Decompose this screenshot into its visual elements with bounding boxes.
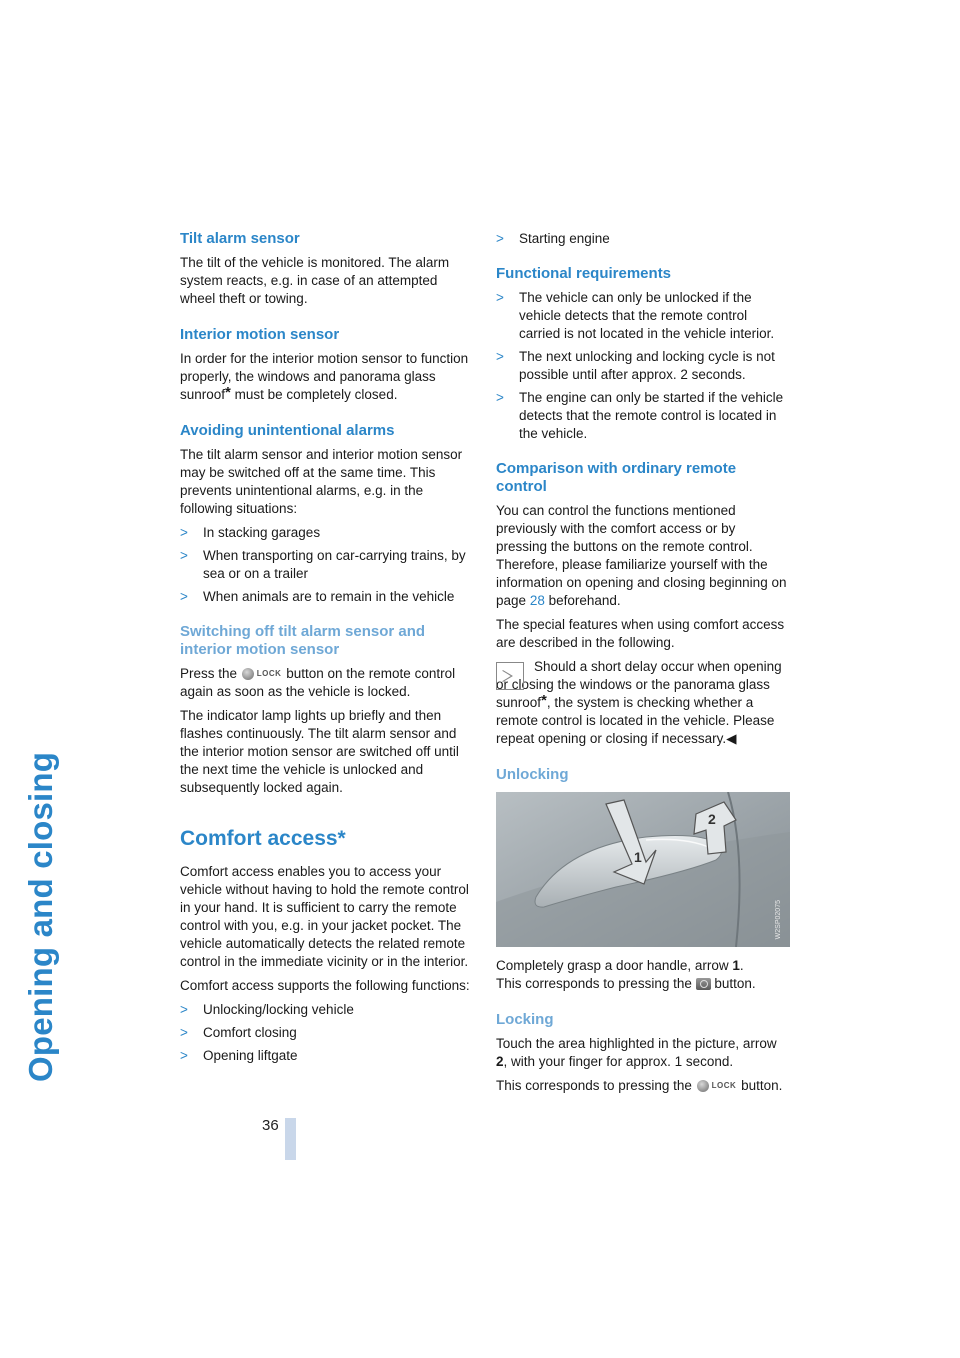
bullet-arrow-icon: > xyxy=(180,525,188,540)
bullet-arrow-icon: > xyxy=(180,1025,188,1041)
interior-text: In order for the interior motion sensor to function properly, the windows and panorama glass sunroof* must be completely closed. xyxy=(180,351,469,402)
note-text: Should a short delay occur when opening or closing the windows or the panorama glass sunroof*, the system is checking whether a remote control is located in the vehicle. Please repeat opening or closing if necessary.◀ xyxy=(496,659,782,746)
unlock-button-icon xyxy=(696,978,711,990)
lock-button-icon: LOCK xyxy=(697,1077,737,1095)
list-item: > The engine can only be started if the vehicle detects that the remote control is located in the vehicle. xyxy=(496,390,784,441)
chapter-title-text: Opening and closing xyxy=(22,751,59,1082)
comfort-list xyxy=(180,1001,472,1065)
optional-star-icon: * xyxy=(225,384,231,401)
list-item: > The vehicle can only be unlocked if the vehicle detects that the remote control carried is not located in the vehicle interior. xyxy=(496,290,775,341)
bullet-arrow-icon: > xyxy=(496,290,504,305)
comparison-text-2: The special features when using comfort access are described in the following. xyxy=(496,617,785,650)
list-item: > When animals are to remain in the vehicle xyxy=(180,589,455,604)
note-box xyxy=(496,658,788,748)
list-item: > In stacking garages xyxy=(180,525,321,540)
locking-text-1: Touch the area highlighted in the picture, arrow 2, with your finger for approx. 1 second. xyxy=(496,1036,777,1069)
chapter-side-title xyxy=(22,232,62,1082)
figure-code: W2SP02075 xyxy=(775,899,782,939)
list-item: > The next unlocking and locking cycle is not possible until after approx. 2 seconds. xyxy=(496,349,775,382)
unlocking-text: Completely grasp a door handle, arrow 1. xyxy=(496,958,744,973)
avoid-text: The tilt alarm sensor and interior motion sensor may be switched off at the same time. This prevents unintentional alarms, e.g. in the following situations: xyxy=(180,447,463,516)
comfort-text-2: Comfort access supports the following functions: xyxy=(180,978,470,994)
page-link[interactable]: 28 xyxy=(529,593,545,608)
heading-tilt-alarm: Tilt alarm sensor xyxy=(180,230,300,247)
figure-arrow-1-label: 1 xyxy=(634,849,642,865)
list-item: > Unlocking/locking vehicle xyxy=(180,1002,354,1018)
heading-unlocking: Unlocking xyxy=(496,766,569,783)
switch-text-2: The indicator lamp lights up briefly and then flashes continuously. The tilt alarm sensor and the interior motion sensor are switched off until the next time the vehicle is unlocked and subsequently locked again. xyxy=(180,708,459,796)
bullet-arrow-icon: > xyxy=(496,349,504,364)
bullet-arrow-icon: > xyxy=(496,390,504,405)
door-handle-figure xyxy=(496,792,790,947)
figure-arrow-2-label: 2 xyxy=(708,811,716,827)
unlocking-text-2: This corresponds to pressing the button. xyxy=(496,976,756,991)
list-item: > When transporting on car-carrying trains, by sea or on a trailer xyxy=(180,548,466,581)
bullet-arrow-icon: > xyxy=(180,548,188,563)
end-mark-icon: ◀ xyxy=(726,731,737,746)
lock-button-icon: LOCK xyxy=(242,665,282,683)
avoid-list xyxy=(180,524,472,606)
heading-avoid-alarms: Avoiding unintentional alarms xyxy=(180,422,395,439)
list-item: > Starting engine xyxy=(496,231,610,246)
switch-text-1: Press the LOCK button on the remote control again as soon as the vehicle is locked. xyxy=(180,666,456,700)
heading-comfort-access: Comfort access* xyxy=(180,827,346,851)
bullet-arrow-icon: > xyxy=(496,231,504,246)
heading-locking: Locking xyxy=(496,1011,554,1028)
heading-interior-motion: Interior motion sensor xyxy=(180,326,340,343)
functional-list xyxy=(496,289,788,443)
comfort-text-1: Comfort access enables you to access your vehicle without having to hold the remote control in your hand. It is sufficient to carry the remote control with you, e.g. in your jacket pocket. The vehicle automatically detects the related remote control in the immediate vicinity or in the interior. xyxy=(180,864,469,970)
left-column xyxy=(180,230,472,1070)
heading-comparison: Comparison with ordinary remote control xyxy=(496,460,737,495)
heading-switch-off: Switching off tilt alarm sensor and interior motion sensor xyxy=(180,623,426,658)
page-number-bar xyxy=(285,1118,296,1160)
bullet-arrow-icon: > xyxy=(180,1048,188,1064)
optional-star-icon: * xyxy=(541,692,547,709)
list-item: > Comfort closing xyxy=(180,1025,297,1041)
note-icon xyxy=(496,662,524,690)
comparison-text-1: You can control the functions mentioned previously with the comfort access or by pressing the buttons on the remote control. Therefore, please familiarize yourself with the information on opening and closing beginning on page 28 beforehand. xyxy=(496,503,787,608)
bullet-arrow-icon: > xyxy=(180,1002,188,1018)
right-column xyxy=(496,230,788,1101)
list-item: > Opening liftgate xyxy=(180,1048,298,1064)
heading-functional-requirements: Functional requirements xyxy=(496,265,672,282)
tilt-text: The tilt of the vehicle is monitored. The alarm system reacts, e.g. in case of an attempted wheel theft or towing. xyxy=(180,255,450,306)
locking-text-2: This corresponds to pressing the LOCK button. xyxy=(496,1077,788,1095)
bullet-arrow-icon: > xyxy=(180,589,188,604)
comfort-list-cont xyxy=(496,230,788,248)
door-handle-illustration xyxy=(496,792,790,947)
page-number: 36 xyxy=(262,1117,279,1134)
